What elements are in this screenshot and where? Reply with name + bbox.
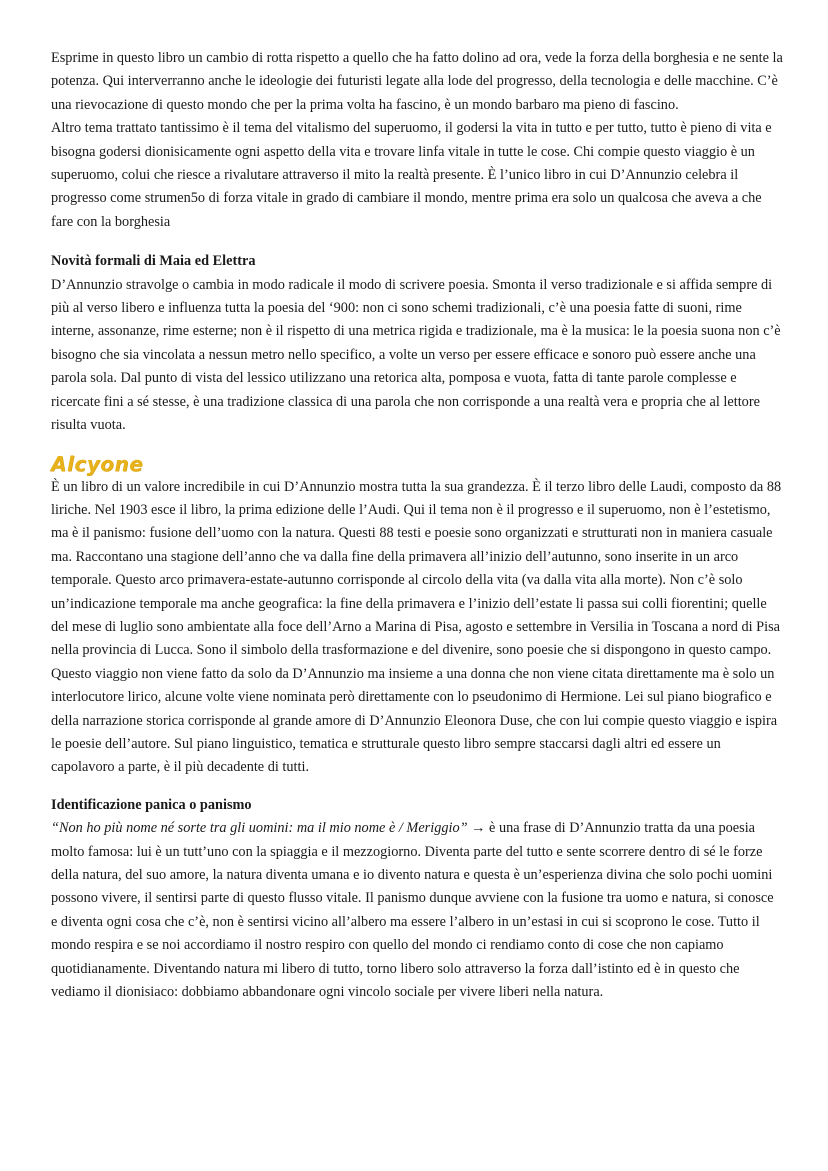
intro-paragraph-2: Altro tema trattato tantissimo è il tema del vitalismo del superuomo, il godersi la vita in tutto e per tutto, tutto è pieno di vita e bisogna godersi dionisicamente ogni aspetto della vita e trovare linfa vitale in tutte le cose. Chi compie questo viaggio è un superuomo, colui che riesce a rivalutare attraverso il mito la realtà presente. È l’unico libro in cui D’Annunzio celebra il progresso come strumen5o di forza vitale in grado di cambiare il mondo, mentre prima era solo un qualcosa che aveva a che fare con la borghesia [51, 120, 772, 230]
meriggio-quote: “Non ho più nome né sorte tra gli uomini: ma il mio nome è / Meriggio” [51, 820, 468, 837]
panismo-text: → è una frase di D’Annunzio tratta da una poesia molto famosa: lui è un tutt’uno con la spiaggia e il mezzogiorno. Diventa parte del tutto e sente scorrere dentro di sé le forze della natura, del suo amore, la natura diventa umana e io divento natura e questa è un’esperienza divina che solo pochi uomini possono vivere, il sentirsi parte di questo flusso vitale. Il panismo dunque avviene con la fusione tra uomo e natura, si conosce e diventa ogni cosa che c’è, non è sentirsi vicino all’albero ma essere l’albero in un’estasi in cui si scoprono le cose. Tutto il mondo respira e se noi accordiamo il nostro respiro con quello del mondo ci rendiamo conto di cose che non capiamo quotidianamente. Diventando natura mi libero di tutto, torno libero solo attraverso la forza dall’istinto ed è in questo che vediamo il dionisiaco: dobbiamo abbandonare ogni vincolo sociale per vivere liberi nella natura. [51, 820, 774, 1001]
spacer [51, 234, 783, 250]
novita-paragraph: D’Annunzio stravolge o cambia in modo radicale il modo di scrivere poesia. Smonta il verso tradizionale e si affida sempre di più al verso libero e influenza tutta la poesia del ‘900: non ci sono schemi tradizionali, c’è una poesia fatte di suoni, rime interne, assonanze, rime esterne; non è il rispetto di una metrica rigida e tradizionale, ma è la musica: le la poesia suona non c’è bisogno che sia vincolata a nessun metro nello specifico, a volte un verso per essere efficace e sonoro può essere anche una parola sola. Dal punto di vista del lessico utilizzano una retorica alta, pomposa e vuota, fatta di tante parole complesse e ricercate fini a sé stesse, è una tradizione classica di una parola che non corrisponde a una realtà vera e propria che al lettore risulta vuota. [51, 276, 781, 434]
intro-paragraph-1: Esprime in questo libro un cambio di rotta rispetto a quello che ha fatto dolino ad ora, vede la forza della borghesia e ne sente la potenza. Qui interverranno anche le ideologie dei futuristi legate alla lode del progresso, della tecnologia e delle macchine. C’è una rievocazione di questo mondo che per la prima volta ha fascino, è un mondo barbaro ma pieno di fascino. [51, 50, 783, 113]
alcyone-paragraph: È un libro di un valore incredibile in cui D’Annunzio mostra tutta la sua grandezza. È il terzo libro delle Laudi, composto da 88 liriche. Nel 1903 esce il libro, la prima edizione delle l’Audi. Qui il tema non è il progresso e il superuomo, non è l’estetismo, ma è il panismo: fusione dell’uomo con la natura. Questi 88 testi e poesie sono organizzati e strutturati non in maniera casuale ma. Raccontano una stagione dell’anno che va dalla fine della primavera all’inizio dell’autunno, sono inserite in un arco temporale. Questo arco primavera-estate-autunno corrisponde al circolo della vita (va dalla vita alla morte). Non c’è solo un’indicazione temporale ma anche geografica: la fine della primavera e l’inizio dell’estate li passa sui colli fiorentini; quelle del mese di luglio sono ambientate alla foce dell’Arno a Marina di Pisa, agosto e settembre in Versilia in Toscana a nord di Pisa nella provincia di Lucca. Sono il simbolo della trasformazione e del divenire, sono poesie che si dispongono in questo campo. Questo viaggio non viene fatto da solo da D’Annunzio ma insieme a una donna che non viene citata direttamente ma è solo un interlocutore lirico, alcune volte viene nominata però direttamente con lo pseudonimo di Hermione. Lei sul piano biografico e della narrazione storica corrisponde al grande amore di D’Annunzio Eleonora Duse, che con lui compie questo viaggio e ispira le poesie dell’autore. Sul piano linguistico, tematica e strutturale questo libro sempre staccarsi dagli altri ed essere un capolavoro a parte, è il più decadente di tutti. [51, 478, 782, 776]
panismo-paragraph [51, 817, 783, 1004]
section-heading-panismo: Identificazione panica o panismo [51, 796, 252, 813]
document-page [51, 47, 783, 1004]
section-heading-novita: Novità formali di Maia ed Elettra [51, 253, 256, 270]
section-title-alcyone: Alcyone [51, 451, 144, 476]
spacer [51, 438, 783, 452]
spacer [51, 780, 783, 794]
